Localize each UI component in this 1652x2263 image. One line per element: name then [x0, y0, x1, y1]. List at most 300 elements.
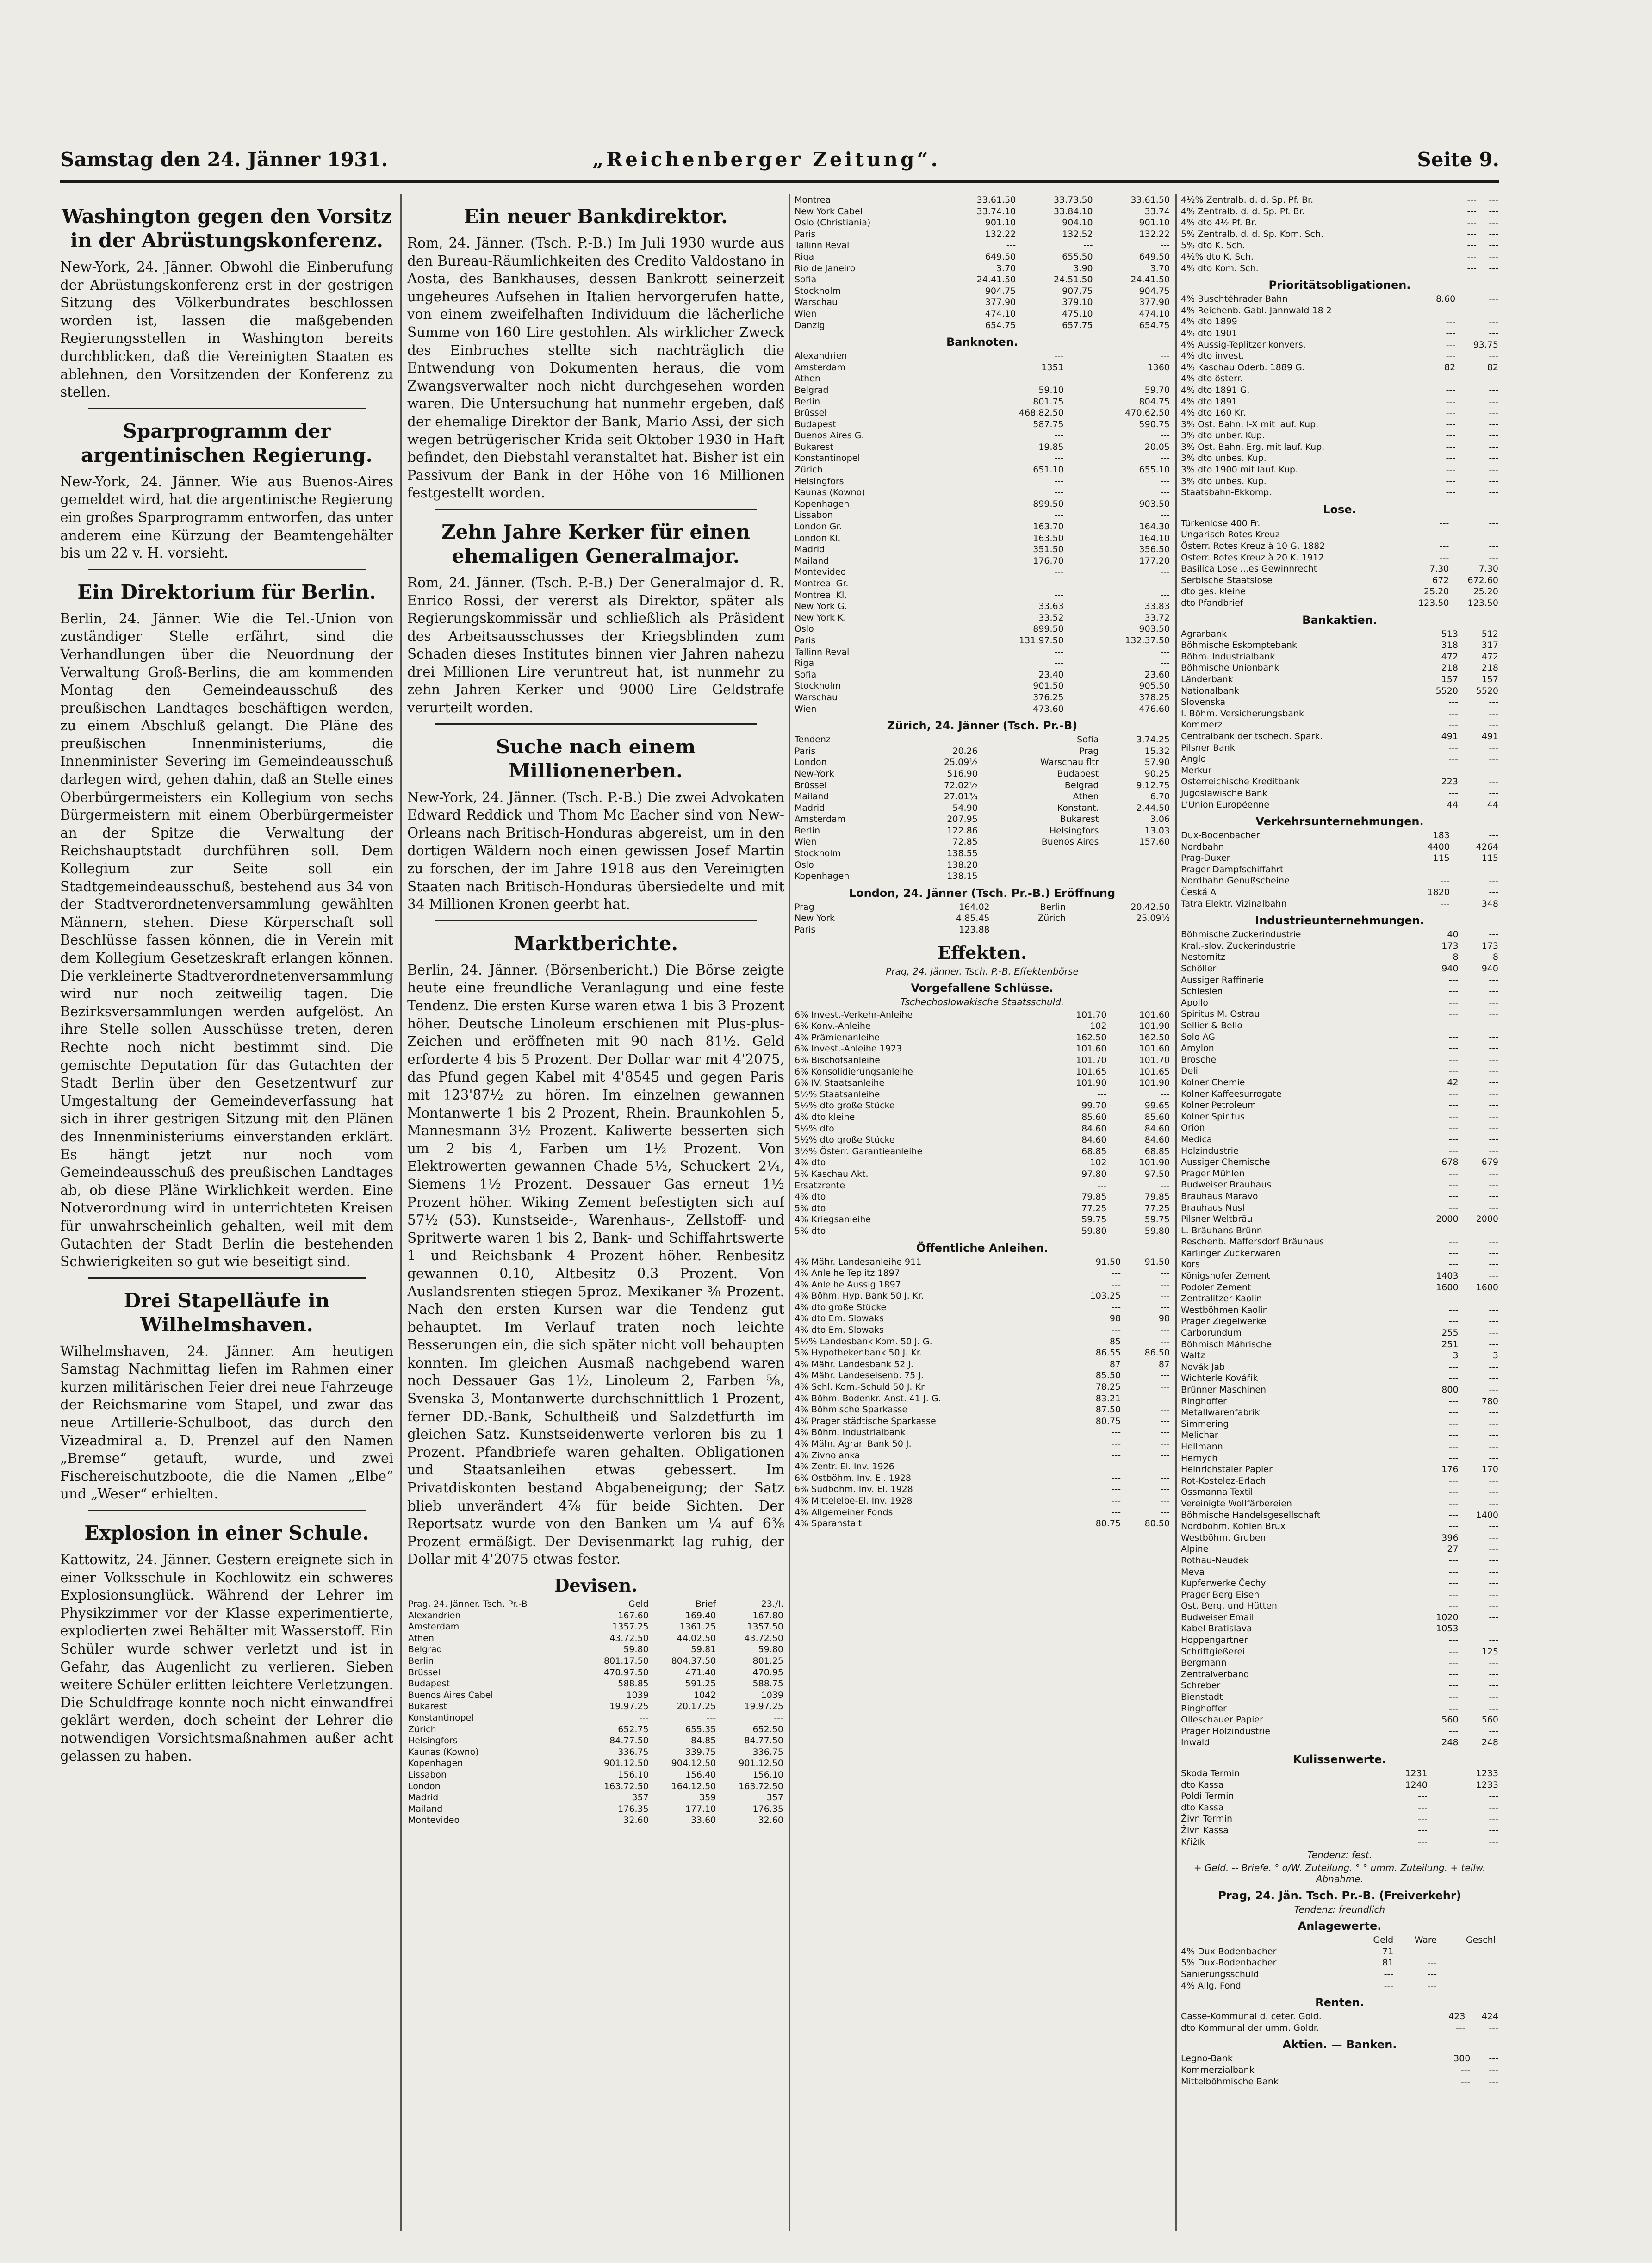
table-cell: 77.25: [1144, 1203, 1170, 1213]
table-cell: Pilsner Weltbräu: [1181, 1214, 1253, 1225]
table-cell: Wichterle Kovářik: [1181, 1373, 1258, 1384]
table-cell: ---: [1448, 1567, 1459, 1577]
table-cell: Konstant.: [1057, 802, 1099, 813]
article-title: Ein Direktorium für Berlin.: [77, 580, 376, 603]
table-row: [1180, 586, 1499, 597]
table-cell: 5½% dto große Stücke: [795, 1135, 895, 1145]
table-cell: 101.90: [1139, 1021, 1170, 1032]
table-cell: Česká A: [1181, 887, 1217, 898]
table-row: [794, 1495, 1171, 1507]
table-cell: Rio de Janeiro: [795, 263, 856, 274]
table-cell: Königshofer Zement: [1181, 1271, 1270, 1281]
table-cell: Sofia: [1077, 734, 1099, 745]
table-cell: 85.60: [1144, 1112, 1170, 1122]
table-cell: 357: [766, 1792, 783, 1803]
table-cell: 351.50: [1033, 544, 1064, 555]
table-cell: 115: [1481, 853, 1498, 864]
table-row: [794, 1066, 1171, 1078]
table-cell: 4% Anleihe Aussig 1897: [795, 1279, 901, 1290]
table-cell: 33.52: [1038, 612, 1064, 623]
table-cell: ---: [1489, 1305, 1498, 1315]
table-cell: 472: [1441, 651, 1458, 662]
table-cell: Ossmanna Textil: [1181, 1487, 1253, 1498]
table-row: [1180, 1373, 1499, 1384]
table-cell: ---: [1418, 1825, 1428, 1835]
table-cell: Amylon: [1181, 1043, 1214, 1054]
table-row: [407, 1633, 784, 1644]
table-cell: Brauhaus Nusl: [1181, 1202, 1245, 1213]
article-body: Berlin, 24. Jänner. Wie die Tel.-Union von zuständiger Stelle erfährt, sind die Verhandlungen über die Neuordnung der Verwaltung Groß-Berlins, die am kommenden Montag den Gemeindeausschuß des preußischen Landtages beschäftigen werden, zu einem Abschluß gelangt. Die Pläne des preußischen Innenministeriums, die Innenminister Severing im Gemeindeausschuß darlegen wird, gehen dahin, daß an Stelle eines Oberbürgermeisters ein Kollegium von sechs Bürgermeistern mit einem Oberbürgermeister an der Spitze die Verwaltung der Reichshauptstadt durchführen soll. Dem Kollegium zur Seite soll ein Stadtgemeindeausschuß, bestehend aus 34 von der Stadtverordnetenversammlung gewählten Männern, stehen. Diese Körperschaft soll Beschlüsse fassen können, die in Verein mit dem Kollegium Gesetzeskraft erlangen können. Die verkleinerte Stadtverordnetenversammlung wird nur noch zeitweilig tagen. Die Bezirksversammlungen werden aufgelöst. An ihre Stelle sollen Ausschüsse treten, deren Rechte noch nicht bestimmt sind. Die gemischte Deputation für das Gutachten der Stadt Berlin über den Gesetzentwurf zur Umgestaltung der Gemeindeverfassung hat sich in ihrer gestrigen Sitzung mit den Plänen des Innenministeriums einverstanden erklärt. Es hängt jetzt nur noch vom Gemeindeausschuß des preußischen Landtages ab, ob diese Pläne Wirklichkeit werden. Eine Notverordnung wird in unterrichteten Kreisen für unwahrscheinlich gehalten, weil mit dem Gutachten der Stadt Berlin die bestehenden Schwierigkeiten so gut wie beseitigt sind.: [60, 610, 393, 1270]
table-cell: 357: [632, 1792, 649, 1803]
table-cell: Kors: [1181, 1259, 1200, 1270]
table-cell: 44: [1447, 799, 1458, 810]
table-row: [1180, 1726, 1499, 1737]
table-cell: Brüssel: [408, 1667, 441, 1678]
table-cell: ---: [1489, 518, 1498, 528]
table-cell: Carborundum: [1181, 1328, 1242, 1338]
table-cell: ---: [1489, 1009, 1498, 1020]
table-cell: ---: [1448, 697, 1458, 708]
table-cell: ---: [1489, 294, 1498, 305]
article-body: New-York, 24. Jänner. (Tsch. P.-B.) Die zwei Advokaten Edward Reddick und Thom Mc Eacher sind von New-Orleans nach Britisch-Honduras abgereist, um in den dortigen Wäldern noch einen gewissen Josef Martin zu forschen, der im Jahre 1918 aus den Vereinigten Staaten nach Britisch-Honduras übersiedelte und mit 34 Millionen Kronen geerbt hat.: [407, 789, 784, 913]
table-cell: 905.50: [1139, 681, 1170, 691]
table-cell: Österr. Rotes Kreuz à 10 G. 1882: [1181, 541, 1325, 552]
table-cell: ---: [1448, 1066, 1459, 1076]
table-cell: 59.80: [1081, 1225, 1107, 1236]
table-cell: Montevideo: [408, 1815, 460, 1826]
table-row: [407, 1758, 784, 1769]
table-cell: 4% Böhm. Hyp. Bank 50 J. Kr.: [795, 1291, 924, 1301]
table-cell: 123.50: [1418, 598, 1449, 608]
table-cell: 903.50: [1139, 498, 1170, 509]
table-cell: Pilsner Bank: [1181, 742, 1235, 753]
table-cell: ---: [1111, 1450, 1121, 1461]
table-row: [1180, 1156, 1499, 1168]
table-row: [1180, 875, 1499, 887]
table-cell: New York K.: [795, 612, 846, 623]
table-cell: 491: [1481, 731, 1498, 741]
table-cell: 1600: [1436, 1282, 1459, 1293]
table-cell: 376.25: [1033, 692, 1064, 703]
table-cell: London: [795, 757, 827, 768]
table-cell: ---: [1448, 1100, 1459, 1111]
table-cell: ---: [1160, 1495, 1170, 1506]
table-cell: ---: [1111, 1495, 1121, 1506]
anlage-table: [1180, 1934, 1499, 1991]
table-cell: Belgrad: [408, 1644, 442, 1655]
table-row: [407, 1735, 784, 1747]
table-row: [1180, 1339, 1499, 1350]
table-row: [1180, 419, 1499, 430]
table-row: [1180, 1418, 1499, 1430]
table-row: [794, 1032, 1171, 1044]
table-cell: ---: [1460, 2064, 1471, 2075]
table-cell: ---: [1489, 218, 1498, 228]
column-divider: [789, 194, 790, 2231]
table-row: [794, 217, 1171, 229]
table-cell: Simmering: [1181, 1418, 1229, 1429]
table-row: [1180, 1623, 1499, 1635]
table-cell: Österreichische Kreditbank: [1181, 777, 1300, 787]
table-cell: 59.81: [690, 1644, 716, 1655]
table-cell: 6% Konsolidierungsanleihe: [795, 1066, 913, 1077]
table-row: [794, 544, 1171, 555]
table-cell: 649.50: [985, 251, 1016, 262]
table-row: [1180, 1441, 1499, 1453]
table-row: [794, 396, 1171, 408]
table-cell: ---: [1448, 1635, 1459, 1646]
table-cell: 72.02½: [944, 780, 978, 790]
table-row: [1180, 887, 1499, 898]
table-cell: 99.65: [1144, 1100, 1170, 1111]
table-cell: 4% Sparanstalt: [795, 1518, 862, 1529]
table-cell: 59.75: [1081, 1214, 1107, 1225]
table-row: [1180, 1779, 1499, 1791]
table-cell: 54.90: [952, 802, 978, 813]
table-row: [794, 320, 1171, 331]
table-cell: 4% Allgemeiner Fonds: [795, 1507, 893, 1517]
table-cell: Zentralverband: [1181, 1669, 1249, 1679]
table-cell: 19.97.25: [609, 1701, 649, 1712]
table-row: [794, 703, 1171, 715]
table-cell: 15.32: [1144, 746, 1170, 756]
table-cell: Mailand: [795, 791, 829, 802]
table-cell: ---: [1489, 986, 1498, 997]
table-cell: 3% dto unber. Kup.: [1181, 430, 1265, 441]
table-row: [794, 407, 1171, 419]
table-cell: 84.60: [1081, 1123, 1107, 1134]
table-cell: Geld: [1373, 1935, 1394, 1946]
table-cell: Reschenb. Maffersdorf Bräuhaus: [1181, 1237, 1324, 1247]
table-cell: 6% Invest.-Anleihe 1923: [795, 1044, 902, 1054]
table-row: [794, 870, 1171, 882]
table-cell: 1042: [694, 1690, 716, 1700]
table-cell: 132.52: [1062, 229, 1093, 239]
table-cell: ---: [1489, 1453, 1498, 1463]
table-cell: ---: [1489, 1088, 1498, 1099]
table-cell: ---: [1489, 1418, 1498, 1429]
table-cell: 59.80: [623, 1644, 649, 1655]
table-cell: Aussiger Raffinerie: [1181, 975, 1264, 985]
table-cell: Poldi Termin: [1181, 1791, 1234, 1802]
table-row: [1180, 263, 1499, 274]
table-cell: 24.41.50: [1130, 274, 1170, 285]
table-cell: ---: [1160, 351, 1170, 361]
table-cell: Stockholm: [795, 681, 841, 691]
table-row: [794, 1191, 1171, 1203]
table-cell: ---: [774, 1712, 783, 1723]
table-cell: ---: [1460, 2076, 1471, 2087]
table-cell: 43.72.50: [744, 1633, 783, 1643]
table-row: [1180, 1589, 1499, 1601]
table-cell: ---: [1489, 1111, 1498, 1122]
table-row: [794, 476, 1171, 487]
table-cell: ---: [1489, 1043, 1498, 1054]
table-cell: 587.75: [1033, 419, 1064, 429]
table-cell: 91.50: [1144, 1256, 1170, 1267]
table-cell: 97.80: [1081, 1169, 1107, 1179]
table-cell: ---: [1111, 1268, 1121, 1279]
table-cell: 6% Bischofsanleihe: [795, 1055, 880, 1065]
column-3: [794, 194, 1171, 1529]
table-row: [407, 1690, 784, 1701]
table-row: [1180, 1248, 1499, 1259]
table-cell: Lissabon: [408, 1769, 447, 1780]
article-title: Marktberichte.: [513, 932, 678, 955]
table-cell: 101.60: [1076, 1044, 1107, 1054]
table-cell: Prag, 24. Jänner. Tsch. Pr.-B: [408, 1599, 528, 1609]
table-cell: 901.10: [1139, 218, 1170, 228]
table-cell: 164.12.50: [671, 1781, 716, 1791]
prag2-subtitle: Tendenz: freundlich: [1294, 1904, 1385, 1915]
column-1: [60, 194, 393, 1770]
effekten-subtitle: Tschechoslowakische Staatsschuld.: [900, 996, 1064, 1007]
table-cell: Schreber: [1181, 1680, 1221, 1691]
table-cell: dto Kassa: [1181, 1779, 1224, 1790]
table-row: [794, 1146, 1171, 1157]
table-cell: 32.60: [758, 1815, 783, 1826]
table-cell: ---: [1448, 1555, 1459, 1566]
table-cell: ---: [1054, 476, 1064, 486]
table-row: [1180, 1825, 1499, 1836]
table-row: [794, 453, 1171, 464]
table-cell: Kolner Spiritus: [1181, 1111, 1245, 1122]
table-cell: Kaunas (Kowno): [795, 487, 865, 498]
table-cell: Inwald: [1181, 1737, 1210, 1748]
table-cell: 5520: [1476, 685, 1498, 696]
table-cell: 115: [1433, 853, 1450, 864]
table-row: [1180, 339, 1499, 351]
table-cell: ---: [1054, 351, 1064, 361]
devisen-title: Devisen.: [554, 1575, 638, 1596]
table-row: [407, 1610, 784, 1622]
rates-table: [794, 194, 1171, 331]
table-cell: 3% dto unbes. Kup.: [1181, 453, 1267, 464]
table-cell: ---: [1448, 1601, 1459, 1611]
table-cell: 218: [1441, 663, 1458, 673]
table-cell: ---: [1489, 453, 1498, 464]
table-cell: 336.75: [752, 1747, 783, 1757]
table-row: [794, 297, 1171, 308]
verkehr-title: Verkehrsunternehmungen.: [1255, 815, 1424, 828]
table-cell: ---: [1160, 1370, 1170, 1381]
table-cell: Riga: [795, 251, 814, 262]
table-cell: ---: [1448, 986, 1459, 997]
table-row: [794, 533, 1171, 544]
table-cell: 23.60: [1144, 669, 1170, 680]
table-row: [794, 1077, 1171, 1089]
table-row: [794, 578, 1171, 590]
note: + Geld. -- Briefe. ° o/W. Zuteilung. ° ° umm. Zuteilung. + teilw. Abnahme.: [1193, 1862, 1486, 1885]
oeff-title: Öffentliche Anleihen.: [916, 1241, 1049, 1255]
table-cell: ---: [1448, 1589, 1459, 1600]
table-cell: ---: [1489, 408, 1498, 418]
table-cell: Berlin: [1040, 901, 1066, 912]
table-cell: 475.10: [1062, 308, 1093, 319]
table-cell: ---: [1489, 1180, 1498, 1190]
table-cell: Serbische Staatslose: [1181, 575, 1273, 585]
table-cell: ---: [1489, 1237, 1498, 1247]
table-cell: 339.75: [685, 1747, 716, 1757]
table-cell: 80.50: [1144, 1518, 1170, 1529]
table-cell: Österr. Rotes Kreuz à 20 K. 1912: [1181, 552, 1324, 563]
table-cell: 513: [1441, 628, 1458, 639]
table-row: [1180, 240, 1499, 251]
table-row: [794, 308, 1171, 320]
table-cell: 1039: [761, 1690, 783, 1700]
table-row: [794, 1268, 1171, 1279]
table-cell: Živn Kassa: [1181, 1825, 1229, 1835]
table-cell: Kärlinger Zuckerwaren: [1181, 1248, 1281, 1258]
table-row: [1180, 1191, 1499, 1202]
table-cell: Buenos Aires G.: [795, 430, 864, 441]
table-cell: Prag: [1079, 746, 1099, 756]
table-cell: ---: [1489, 1373, 1498, 1384]
table-cell: ---: [1467, 263, 1477, 274]
table-row: [1180, 1669, 1499, 1680]
table-cell: 3.90: [1073, 263, 1093, 274]
table-cell: 59.70: [1144, 385, 1170, 395]
table-cell: ---: [1489, 1601, 1498, 1611]
table-cell: ---: [1489, 1791, 1498, 1802]
table-cell: ---: [1467, 240, 1477, 251]
table-row: [1180, 1293, 1499, 1305]
table-row: [1180, 830, 1499, 841]
table-cell: Budapest: [1057, 768, 1099, 779]
table-cell: 471.40: [685, 1667, 716, 1678]
table-row: [1180, 1969, 1499, 1980]
table-cell: Prag: [795, 901, 814, 912]
table-cell: ---: [1489, 373, 1498, 384]
table-cell: ---: [1489, 430, 1498, 441]
table-cell: 4.85.45: [956, 913, 990, 924]
table-row: [1180, 1065, 1499, 1077]
table-cell: 655.35: [685, 1724, 716, 1735]
table-cell: ---: [1160, 1302, 1170, 1312]
table-row: [794, 623, 1171, 635]
table-cell: ---: [1448, 1248, 1459, 1258]
table-row: [794, 913, 1171, 924]
table-row: [1180, 1578, 1499, 1589]
table-cell: ---: [1448, 720, 1458, 730]
table-cell: Hernych: [1181, 1453, 1218, 1463]
lose-title: Lose.: [1323, 503, 1356, 516]
table-cell: Amsterdam: [795, 814, 846, 825]
table-cell: Rot-Kostelez-Erlach: [1181, 1475, 1266, 1486]
table-row: [794, 1438, 1171, 1450]
table-cell: ---: [1006, 240, 1016, 251]
table-cell: ---: [1448, 708, 1458, 719]
table-cell: 3% Ost. Bahn. Erg. mit lauf. Kup.: [1181, 441, 1325, 452]
table-cell: ---: [1489, 1385, 1498, 1395]
table-cell: ---: [1439, 529, 1449, 540]
table-cell: ---: [1489, 864, 1498, 875]
table-cell: 248: [1441, 1737, 1459, 1748]
table-row: [794, 1089, 1171, 1100]
table-cell: 4% Reichenb. Gabl. Jannwald 18 2: [1181, 305, 1332, 316]
table-cell: 4% Prager städtische Sparkasse: [795, 1416, 936, 1426]
table-cell: ---: [1489, 697, 1498, 708]
table-row: [1180, 1543, 1499, 1555]
table-cell: 474.10: [1139, 308, 1170, 319]
table-row: [1180, 1327, 1499, 1339]
table-cell: ---: [1160, 1291, 1170, 1301]
table-row: [794, 791, 1171, 802]
table-cell: Paris: [795, 229, 816, 239]
table-cell: ---: [1448, 1180, 1459, 1190]
table-cell: 101.70: [1076, 1009, 1107, 1020]
table-row: [1180, 1453, 1499, 1464]
table-cell: Schlesien: [1181, 986, 1223, 997]
table-cell: ---: [1489, 419, 1498, 429]
table-cell: 91.50: [1095, 1256, 1121, 1267]
table-cell: ---: [1489, 476, 1498, 486]
table-cell: 473.60: [1033, 703, 1064, 714]
table-cell: 99.70: [1081, 1100, 1107, 1111]
table-row: [1180, 1134, 1499, 1145]
table-cell: 71: [1382, 1946, 1394, 1957]
table-cell: Konstantinopel: [408, 1712, 474, 1723]
table-cell: 4½% Zentralb. d. d. Sp. Pf. Br.: [1181, 195, 1314, 205]
prior-table: [1180, 293, 1499, 498]
kulisse-table: [1180, 1768, 1499, 1847]
table-cell: Budweiser Brauhaus: [1181, 1180, 1272, 1190]
table-cell: ---: [1489, 1362, 1498, 1372]
separator: [435, 509, 757, 510]
table-cell: 591.25: [685, 1679, 716, 1689]
table-cell: dto Kommunal der umm. Goldr.: [1181, 2022, 1319, 2033]
table-row: [1180, 852, 1499, 864]
table-row: [794, 757, 1171, 768]
lose-table: [1180, 518, 1499, 609]
table-cell: ---: [1160, 1393, 1170, 1404]
table-cell: 4% Buschtěhrader Bahn: [1181, 294, 1288, 305]
table-cell: Warschau: [795, 692, 838, 703]
table-cell: ---: [1489, 1145, 1498, 1156]
table-cell: New-York: [795, 768, 834, 779]
table-cell: ---: [1083, 240, 1093, 251]
table-cell: ---: [1489, 1703, 1498, 1714]
table-row: [794, 350, 1171, 362]
table-cell: 157: [1481, 674, 1498, 684]
table-cell: ---: [1489, 1836, 1498, 1847]
table-cell: ---: [1489, 229, 1498, 239]
table-cell: ---: [1448, 1441, 1459, 1452]
table-cell: 318: [1441, 640, 1458, 651]
table-cell: ---: [1489, 720, 1498, 730]
table-cell: 85.50: [1095, 1370, 1121, 1381]
table-row: [1180, 1362, 1499, 1373]
table-cell: L'Union Européenne: [1181, 799, 1270, 810]
table-cell: 33.60: [690, 1815, 716, 1826]
table-cell: ---: [1111, 1439, 1121, 1449]
table-cell: 218: [1481, 663, 1498, 673]
table-row: [1180, 430, 1499, 441]
table-cell: 162.50: [1076, 1032, 1107, 1043]
table-cell: ---: [1054, 430, 1064, 441]
table-cell: 6% Invest.-Verkehr-Anleihe: [795, 1009, 913, 1020]
table-row: [1180, 662, 1499, 674]
table-cell: 86.55: [1095, 1348, 1121, 1358]
table-cell: 9.12.75: [1136, 780, 1170, 790]
table-cell: 163.50: [1033, 533, 1064, 543]
table-cell: 101.70: [1139, 1055, 1170, 1065]
table-row: [794, 251, 1171, 263]
table-cell: Tallinn Reval: [795, 240, 850, 251]
table-cell: 3.74.25: [1136, 734, 1170, 745]
table-cell: ---: [1446, 351, 1456, 361]
table-row: [407, 1655, 784, 1667]
